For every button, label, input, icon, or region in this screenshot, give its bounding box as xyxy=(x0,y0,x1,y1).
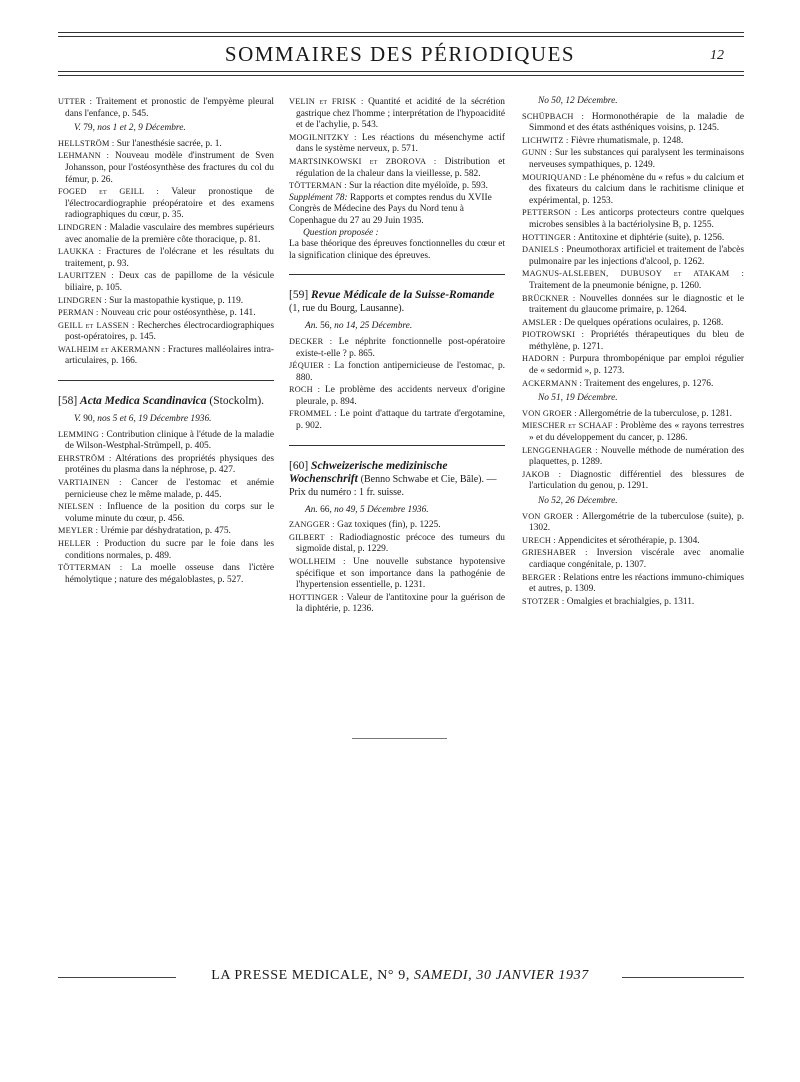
issue-heading: An. 56, no 14, 25 Décembre. xyxy=(305,321,413,332)
article-title: Le point d'attaque du tartrate d'ergotamine, p. 902. xyxy=(296,409,505,432)
footer xyxy=(0,968,800,984)
article-author: URECH : xyxy=(522,535,556,545)
article-title: Sur la mastopathie kystique, p. 119. xyxy=(106,295,244,306)
article-entry xyxy=(522,268,744,292)
article-title: Traitement de la pneumonie bénigne, p. 1260. xyxy=(529,280,702,291)
article-author: LAUKKA : xyxy=(58,247,102,257)
article-title: Nouvelle méthode de numération des plaquettes, p. 1289. xyxy=(529,445,745,468)
article-title: Le problème des accidents nerveux d'origine pleurale, p. 894. xyxy=(296,385,505,407)
article-entry xyxy=(522,511,744,535)
article-author: MIESCHER et SCHAAF : xyxy=(522,421,618,431)
article-title: Maladie vasculaire des membres supérieurs avec anomalie de la première côte thoracique, p. 81. xyxy=(65,222,274,245)
article-title: Le néphrite fonctionnelle post-opératoire existe-t-elle ? p. 865. xyxy=(296,336,505,359)
divider xyxy=(58,380,274,381)
article-title: Nouveau modèle d'instrument de Sven Johansson, pour l'ostéosynthèse des fractures du col du fémur, p. 26. xyxy=(65,151,274,185)
issue-heading: An. 66, no 49, 5 Décembre 1936. xyxy=(305,504,429,515)
article-entry xyxy=(522,408,744,421)
article-title: Les réactions du mésenchyme actif dans le système nerveux, p. 571. xyxy=(296,132,505,155)
journal-heading: [60] Schweizerische medizinische Wochenschrift (Benno Schwabe et Cie, Bâle). — Prix du numéro : 1 fr. suisse. xyxy=(289,459,497,498)
article-entry xyxy=(289,408,505,432)
entries-continued xyxy=(58,96,274,120)
article-title: La moelle osseuse dans l'ictère hémolytique ; nature des mégaloblastes, p. 527. xyxy=(65,563,274,585)
article-author: TÖTTERMAN : xyxy=(289,181,347,191)
article-author: HOTTINGER : xyxy=(289,592,344,602)
article-author: ZANGGER : xyxy=(289,520,335,530)
article-entry xyxy=(522,469,744,493)
article-title: Fractures de l'olécrane et les résultats du traitement, p. 93. xyxy=(65,247,274,269)
article-title: Fractures malléolaires intra-articulaires, p. 166. xyxy=(65,344,274,367)
article-author: NIELSEN : xyxy=(58,502,102,512)
article-title: Sur l'anesthésie sacrée, p. 1. xyxy=(114,138,222,149)
article-title: Influence de la position du corps sur le volume minute du cœur, p. 456. xyxy=(65,502,274,524)
footer-issue: N° 9, xyxy=(377,968,410,983)
article-author: LINDGREN : xyxy=(58,222,108,232)
article-entry xyxy=(289,96,505,132)
article-author: DECKER : xyxy=(289,336,333,346)
article-author: MEYLER : xyxy=(58,526,99,536)
article-title: Nouvelles données sur le diagnostic et le traitement du glaucome primaire, p. 1264. xyxy=(529,293,744,316)
article-entry xyxy=(522,353,744,377)
header-rule-top xyxy=(58,32,744,33)
article-author: LEHMANN : xyxy=(58,151,110,161)
article-entry xyxy=(289,556,505,592)
article-entry xyxy=(58,246,274,270)
article-author: GILBERT : xyxy=(289,532,334,542)
article-title: Nouveau cric pour ostéosynthèse, p. 141. xyxy=(98,308,256,319)
article-entry xyxy=(522,378,744,391)
column-middle xyxy=(289,96,505,616)
article-title: Allergométrie de la tuberculose (suite), p. 1302. xyxy=(529,511,744,534)
article-author: TÖTTERMAN : xyxy=(58,563,123,573)
entries-issue xyxy=(58,138,274,368)
article-entry xyxy=(522,172,744,208)
article-author: PERMAN : xyxy=(58,308,99,318)
section-end-rule xyxy=(352,738,447,739)
article-entry xyxy=(58,477,274,501)
article-title: Quantité et acidité de la sécrétion gastrique chez l'homme ; interprétation de l'hypoacidité et de l'achylie, p. 543. xyxy=(296,97,505,131)
article-title: Deux cas de papillome de la vésicule biliaire, p. 105. xyxy=(65,271,275,293)
divider xyxy=(289,274,505,275)
article-author: MAGNUS-ALSLEBEN, DUBUSOY et ATAKAM : xyxy=(522,269,744,279)
article-author: STOTZER : xyxy=(522,596,565,606)
article-entry xyxy=(58,270,274,294)
article-author: MOGILNITZKY : xyxy=(289,132,357,142)
article-entry xyxy=(289,519,505,532)
article-entry xyxy=(522,293,744,317)
article-entry xyxy=(58,344,274,368)
article-title: Antitoxine et diphtérie (suite), p. 1256. xyxy=(576,232,725,243)
article-author: WOLLHEIM : xyxy=(289,557,346,567)
article-entry xyxy=(522,596,744,609)
article-title: Problème des « rayons terrestres » et du développement du cancer, p. 1286. xyxy=(529,421,745,444)
article-title: Propriétés thérapeutiques du bleu de méthylène, p. 1271. xyxy=(529,330,744,352)
article-entry xyxy=(58,538,274,562)
article-entry xyxy=(522,445,744,469)
issue-heading: No 50, 12 Décembre. xyxy=(538,96,618,106)
header-rule-bottom-2 xyxy=(58,75,744,76)
article-author: HOTTINGER : xyxy=(522,232,577,242)
issue-heading: V. 79, nos 1 et 2, 9 Décembre. xyxy=(74,123,186,134)
article-author: LINDGREN : xyxy=(58,295,107,305)
article-title: Contribution clinique à l'étude de la maladie de Wilson-Westphal-Strümpell, p. 405. xyxy=(65,429,274,452)
article-entry xyxy=(58,295,274,308)
article-entry xyxy=(289,360,505,384)
article-title: La fonction antipernicieuse de l'estomac, p. 880. xyxy=(296,361,506,383)
article-title: Relations entre les réactions immuno-chimiques et autres, p. 1309. xyxy=(529,572,745,595)
entries-continued xyxy=(289,96,505,193)
article-entry xyxy=(58,429,274,453)
article-author: FOGED et GEILL : xyxy=(58,187,159,197)
article-title: Urémie par déshydratation, p. 475. xyxy=(98,526,231,537)
issue-heading: No 52, 26 Décembre. xyxy=(538,496,618,506)
article-entry xyxy=(58,307,274,320)
article-entry xyxy=(522,135,744,148)
article-author: JAKOB : xyxy=(522,469,562,479)
article-author: PETTERSON : xyxy=(522,208,578,218)
article-author: FROMMEL : xyxy=(289,409,337,419)
article-entry xyxy=(522,317,744,330)
article-entry xyxy=(58,501,274,525)
article-author: AMSLER : xyxy=(522,317,562,327)
article-entry xyxy=(58,525,274,538)
article-author: JÉQUIER : xyxy=(289,361,331,371)
article-title: Inversion viscérale avec anomalie cardiaque congénitale, p. 1307. xyxy=(529,548,745,570)
article-entry xyxy=(289,532,505,556)
article-author: VELIN et FRISK : xyxy=(289,97,364,106)
article-author: UTTER : xyxy=(58,97,93,106)
article-author: VON GROER : xyxy=(522,511,580,521)
article-entry xyxy=(58,320,274,344)
footer-date: SAMEDI, 30 JANVIER 1937 xyxy=(414,968,589,983)
article-author: HELLER : xyxy=(58,539,99,548)
article-author: SCHÜPBACH : xyxy=(522,111,584,121)
article-entry xyxy=(289,592,505,616)
question-text: La base théorique des épreuves fonctionnelles du cœur et la signification clinique des épreuves. xyxy=(289,239,505,261)
article-title: Purpura thrombopénique par emploi régulier de « sedormid », p. 1273. xyxy=(529,354,744,377)
article-entry xyxy=(522,232,744,245)
entries-issue xyxy=(522,408,744,493)
article-author: PIOTROWSKI : xyxy=(522,330,585,340)
article-title: Les anticorps protecteurs contre quelques microbes sensibles à la bactériolysine B, p. 1255. xyxy=(529,208,744,230)
article-entry xyxy=(522,572,744,596)
article-title: Diagnostic différentiel des blessures de l'articulation du genou, p. 1291. xyxy=(529,469,744,492)
article-author: LENGGENHAGER : xyxy=(522,445,598,455)
article-title: Radiodiagnostic précoce des tumeurs du sigmoïde distal, p. 1229. xyxy=(296,532,505,555)
article-entry xyxy=(58,138,274,151)
article-title: Appendicites et sérothérapie, p. 1304. xyxy=(555,535,700,546)
article-title: Une nouvelle substance hypotensive spécifique et son importance dans la pathogénie de l'hypertension essentielle, p. 1231. xyxy=(296,557,505,591)
article-entry xyxy=(58,562,274,586)
article-title: Traitement des engelures, p. 1276. xyxy=(582,378,714,389)
article-author: MOURIQUAND : xyxy=(522,172,587,182)
supplement-note: Supplément 78: Rapports et comptes rendus du XVIIe Congrès de Médecine des Pays du Nord tenu à Copenhague du 27 au 29 Juin 1935. xyxy=(289,192,492,226)
article-title: Gaz toxiques (fin), p. 1225. xyxy=(334,520,441,531)
article-author: GUNN : xyxy=(522,148,553,158)
article-entry xyxy=(522,329,744,353)
entries-journal xyxy=(58,429,274,587)
article-title: Pneumothorax artificiel et traitement de l'abcès pulmonaire par les injections d'alcool, p. 1262. xyxy=(529,245,744,267)
article-author: LEMMING : xyxy=(58,429,105,439)
article-title: Valeur de l'antitoxine pour la guérison de la diphtérie, p. 1236. xyxy=(296,592,505,615)
article-entry xyxy=(522,147,744,171)
article-title: Cancer de l'estomac et anémie pernicieuse chez le même malade, p. 445. xyxy=(65,478,274,500)
article-entry xyxy=(58,453,274,477)
entries-journal xyxy=(289,519,505,616)
article-title: Altérations des propriétés physiques des protéines du plasma dans la néphrose, p. 427. xyxy=(65,453,274,476)
article-title: Fièvre rhumatismale, p. 1248. xyxy=(568,135,684,146)
article-author: BERGER : xyxy=(522,572,561,582)
article-title: De quelques opérations oculaires, p. 1268. xyxy=(561,317,724,328)
article-author: HELLSTRÖM : xyxy=(58,138,115,148)
article-entry xyxy=(522,420,744,444)
article-author: ROCH : xyxy=(289,385,321,395)
article-title: Le phénomène du « refus » du calcium et des fixateurs du calcium dans le rachitisme clinique et expérimental, p. 1253. xyxy=(529,172,744,206)
article-author: GRIESHABER : xyxy=(522,548,588,558)
article-author: EHRSTRÖM : xyxy=(58,453,112,463)
article-author: MARTSINKOWSKI et ZBOROVA : xyxy=(289,156,437,166)
article-entry xyxy=(522,535,744,548)
article-author: LICHWITZ : xyxy=(522,135,569,145)
page-number: 12 xyxy=(710,48,724,63)
article-title: Distribution et régulation de la chaleur dans la vieillesse, p. 582. xyxy=(296,156,505,179)
header-rule-top-2 xyxy=(58,36,744,37)
article-author: HADORN : xyxy=(522,354,566,364)
header-rule-bottom xyxy=(58,71,744,72)
article-title: Omalgies et brachialgies, p. 1311. xyxy=(564,596,695,607)
entries-issue xyxy=(522,111,744,391)
article-title: Sur la réaction dite myéloïde, p. 593. xyxy=(346,181,488,192)
article-entry xyxy=(289,384,505,408)
article-entry xyxy=(289,336,505,360)
question-label: Question proposée : xyxy=(303,227,379,238)
article-title: Valeur pronostique de l'électrocardiographie préopératoire et des examens radiographiques du cœur, p. 35. xyxy=(65,187,274,221)
issue-heading: V. 90, nos 5 et 6, 19 Décembre 1936. xyxy=(74,414,212,425)
article-entry xyxy=(58,222,274,246)
article-entry xyxy=(289,180,505,193)
article-entry xyxy=(289,156,505,180)
article-title: Traitement et pronostic de l'empyème pleural dans l'enfance, p. 545. xyxy=(65,97,274,119)
column-right xyxy=(522,96,744,608)
page-title: SOMMAIRES DES PÉRIODIQUES xyxy=(224,42,576,66)
article-entry xyxy=(58,150,274,186)
article-author: VON GROER : xyxy=(522,408,577,418)
column-left xyxy=(58,96,274,586)
article-author: VARTIAINEN : xyxy=(58,478,122,488)
footer-journal: LA PRESSE MEDICALE, xyxy=(211,968,374,983)
article-entry xyxy=(522,207,744,231)
article-title: Sur les substances qui paralysent les terminaisons nerveuses sympathiques, p. 1249. xyxy=(529,148,744,170)
article-entry xyxy=(289,132,505,156)
journal-heading: [59] Revue Médicale de la Suisse-Romande (1, rue du Bourg, Lausanne). xyxy=(289,289,495,315)
entries-journal xyxy=(289,336,505,433)
article-entry xyxy=(522,111,744,135)
journal-heading: [58] Acta Medica Scandinavica (Stockolm). xyxy=(58,395,265,408)
article-title: Allergométrie de la tuberculose, p. 1281. xyxy=(576,408,733,419)
issue-heading: No 51, 19 Décembre. xyxy=(538,393,618,404)
article-title: Production du sucre par le foie dans les conditions normales, p. 489. xyxy=(65,539,274,561)
article-entry xyxy=(58,96,274,120)
article-author: BRÜCKNER : xyxy=(522,293,576,303)
article-title: Hormonothérapie de la maladie de Simmond et des états asthéniques voisins, p. 1245. xyxy=(529,111,744,134)
entries-issue xyxy=(522,511,744,609)
article-author: DANIELS : xyxy=(522,245,564,255)
article-entry xyxy=(522,547,744,571)
article-title: Recherches électrocardiographiques post-opératoires, p. 145. xyxy=(65,320,274,343)
article-author: LAURITZEN : xyxy=(58,271,114,281)
article-author: WALHEIM et AKERMANN : xyxy=(58,344,166,354)
article-entry xyxy=(522,244,744,268)
article-author: GEILL et LASSEN : xyxy=(58,320,135,330)
article-author: ACKERMANN : xyxy=(522,378,583,388)
divider xyxy=(289,445,505,446)
article-entry xyxy=(58,186,274,222)
